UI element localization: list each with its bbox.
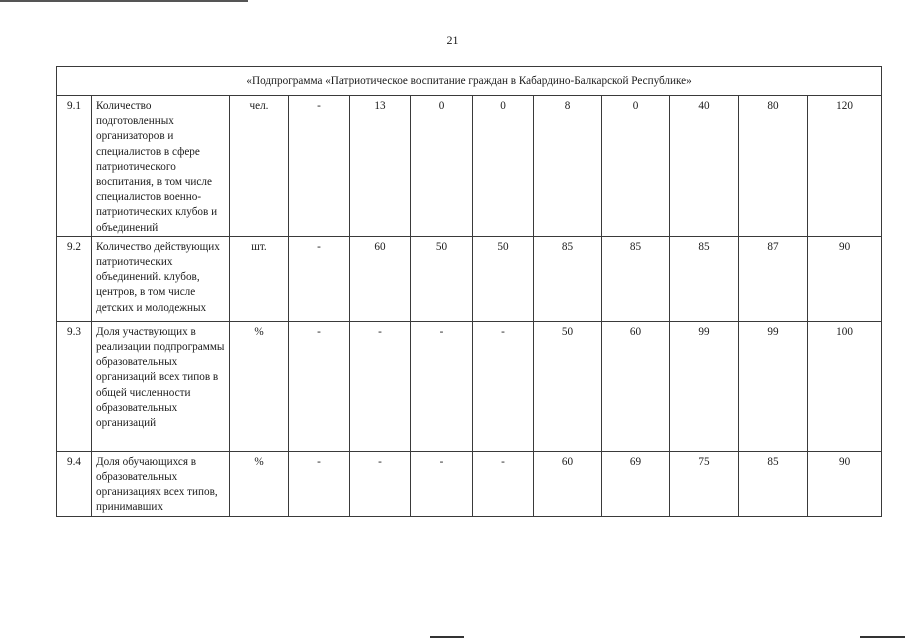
value-cell: 85 <box>670 236 739 321</box>
value-cell: 40 <box>670 96 739 237</box>
row-number: 9.2 <box>57 236 92 321</box>
row-number: 9.1 <box>57 96 92 237</box>
value-cell: - <box>289 321 350 451</box>
value-cell: - <box>473 321 534 451</box>
value-cell: 69 <box>602 451 670 516</box>
value-cell: 8 <box>534 96 602 237</box>
value-cell: 0 <box>473 96 534 237</box>
value-cell: 0 <box>411 96 473 237</box>
value-cell: 50 <box>534 321 602 451</box>
value-cell: - <box>411 451 473 516</box>
value-cell: 85 <box>534 236 602 321</box>
value-cell: - <box>289 236 350 321</box>
table-row <box>57 96 882 237</box>
value-cell: - <box>350 451 411 516</box>
value-cell: - <box>411 321 473 451</box>
value-cell: 99 <box>739 321 808 451</box>
value-cell: 87 <box>739 236 808 321</box>
scan-edge-mark <box>430 636 464 638</box>
scan-edge-mark <box>0 0 248 2</box>
value-cell: 13 <box>350 96 411 237</box>
value-cell: - <box>289 451 350 516</box>
table-row <box>57 451 882 516</box>
table-row <box>57 236 882 321</box>
value-cell: 0 <box>602 96 670 237</box>
unit-cell: шт. <box>230 236 289 321</box>
value-cell: 50 <box>411 236 473 321</box>
indicator-name: Количество действующих патриотических объединений. клубов, центров, в том числе детских и молодежных <box>92 236 230 321</box>
value-cell: 100 <box>808 321 882 451</box>
value-cell: 60 <box>534 451 602 516</box>
row-number: 9.3 <box>57 321 92 451</box>
value-cell: - <box>350 321 411 451</box>
value-cell: 90 <box>808 236 882 321</box>
value-cell: 85 <box>739 451 808 516</box>
value-cell: 80 <box>739 96 808 237</box>
indicator-table <box>56 66 882 517</box>
indicator-name: Количество подготовленных организаторов и специалистов в сфере патриотического воспитания, в том числе специалистов военно-патриотических клубов и объединений <box>92 96 230 237</box>
indicator-name: Доля обучающихся в образовательных организациях всех типов, принимавших <box>92 451 230 516</box>
unit-cell: % <box>230 321 289 451</box>
value-cell: 60 <box>350 236 411 321</box>
scan-edge-mark <box>860 636 905 638</box>
value-cell: 90 <box>808 451 882 516</box>
value-cell: 75 <box>670 451 739 516</box>
indicator-name: Доля участвующих в реализации подпрограммы образовательных организаций всех типов в общей численности образовательных организаций <box>92 321 230 451</box>
value-cell: 85 <box>602 236 670 321</box>
table-row <box>57 321 882 451</box>
value-cell: - <box>289 96 350 237</box>
page-number: 21 <box>446 33 459 47</box>
value-cell: 99 <box>670 321 739 451</box>
value-cell: 120 <box>808 96 882 237</box>
value-cell: - <box>473 451 534 516</box>
value-cell: 60 <box>602 321 670 451</box>
unit-cell: чел. <box>230 96 289 237</box>
row-number: 9.4 <box>57 451 92 516</box>
subprogram-title: «Подпрограмма «Патриотическое воспитание граждан в Кабардино-Балкарской Республике» <box>57 67 882 96</box>
value-cell: 50 <box>473 236 534 321</box>
unit-cell: % <box>230 451 289 516</box>
